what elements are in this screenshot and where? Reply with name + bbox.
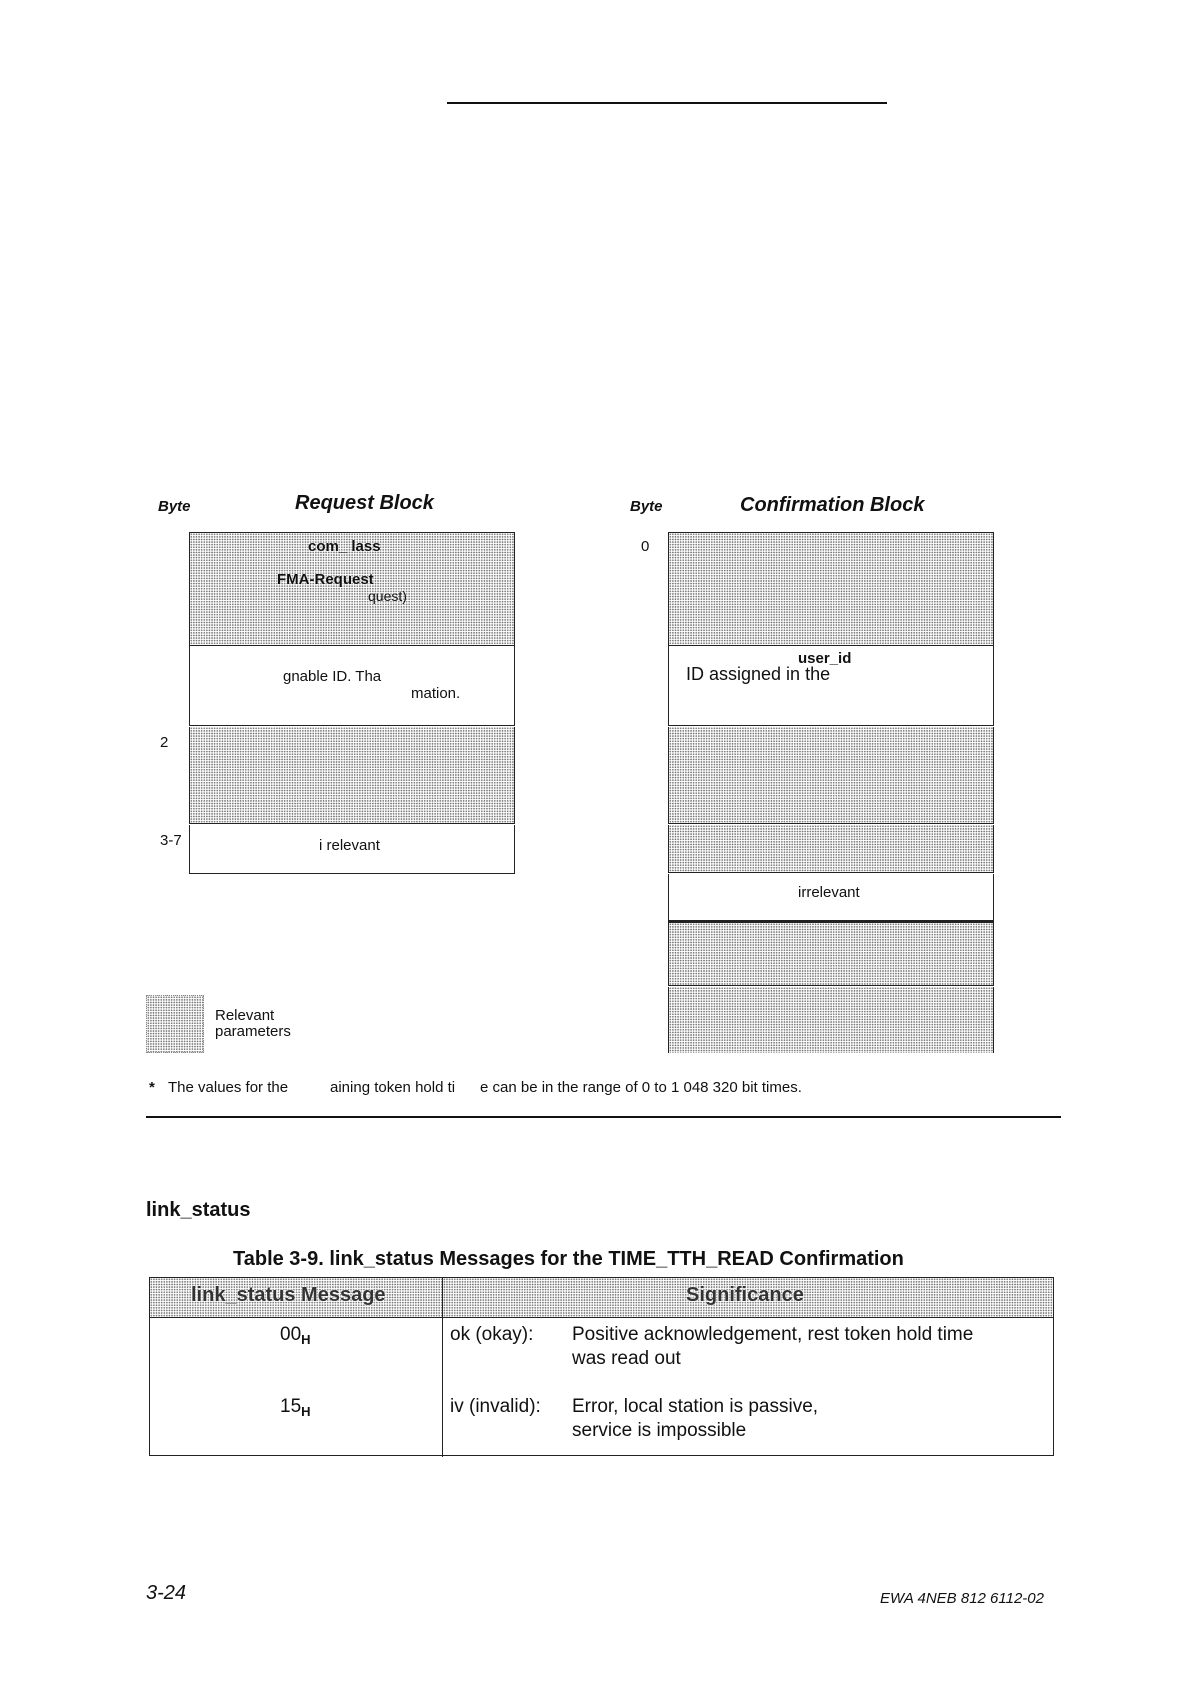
request-row2-text-b: mation. [411,685,461,702]
table-row-2-code [280,1396,311,1419]
request-row1-text-c: quest) [368,588,407,604]
request-row2-text-a: gnable ID. Tha [283,668,382,685]
page-number: 3-24 [146,1582,187,1604]
request-row4-text: i relevant [319,837,380,854]
request-row-3 [189,727,515,824]
confirmation-row-7 [668,987,994,1053]
confirmation-block [668,532,995,1054]
table-header-significance: Significance [686,1284,804,1306]
legend-line-1: Relevant [215,1007,275,1024]
table-row-1-label: ok (okay): [450,1324,534,1345]
table-row-2-line-2: service is impossible [572,1420,747,1441]
table-row-2-line-1: Error, local station is passive, [572,1396,819,1417]
footnote-text-b: aining token hold ti [330,1079,456,1096]
table-row-1-line-1: Positive acknowledgement, rest token hold time [572,1324,974,1345]
confirmation-row-3 [668,727,994,824]
request-row-label-3-7: 3-7 [160,832,182,849]
confirmation-row-1 [668,532,994,646]
footnote-text-a: The values for the [168,1079,289,1096]
table-row-1-code-value: 00 [280,1324,302,1345]
table-row-2-code-sub: H [301,1404,311,1419]
section-heading: link_status [146,1199,251,1221]
table-row-1-code [280,1324,311,1347]
request-block-title: Request Block [295,492,434,514]
request-row-2 [189,646,515,726]
top-rule [447,102,887,104]
legend-swatch [146,995,204,1053]
confirmation-row5-text: irrelevant [798,884,860,901]
table-row-2-label: iv (invalid): [450,1396,541,1417]
request-byte-label: Byte [158,498,191,515]
confirmation-byte-label: Byte [630,498,663,515]
table-row-1-code-sub: H [301,1332,311,1347]
table-row-2-code-value: 15 [280,1396,302,1417]
table-caption: Table 3-9. link_status Messages for the TIME_TTH_READ Confirmation [233,1248,904,1270]
request-row-label-2: 2 [160,734,169,751]
confirmation-row-4 [668,825,994,873]
table-column-divider [442,1277,443,1457]
section-divider [146,1116,1061,1118]
confirmation-row-label-0: 0 [641,538,650,555]
table-header-message: link_status Message [191,1284,386,1306]
footnote-text-c: e can be in the range of 0 to 1 048 320 bit times. [480,1079,802,1096]
confirmation-user-id-field: user_id [798,650,852,667]
request-row1-text-a: com_ lass [308,538,381,555]
footnote-marker: * [149,1079,155,1096]
request-row1-text-b: FMA-Request [277,571,374,588]
legend-line-2: parameters [215,1023,291,1040]
confirmation-row-6 [668,923,994,986]
confirmation-block-title: Confirmation Block [740,494,925,516]
document-id: EWA 4NEB 812 6112-02 [880,1590,1044,1607]
confirmation-row2-text: ID assigned in the [686,664,831,684]
table-row-1-line-2: was read out [572,1348,681,1369]
